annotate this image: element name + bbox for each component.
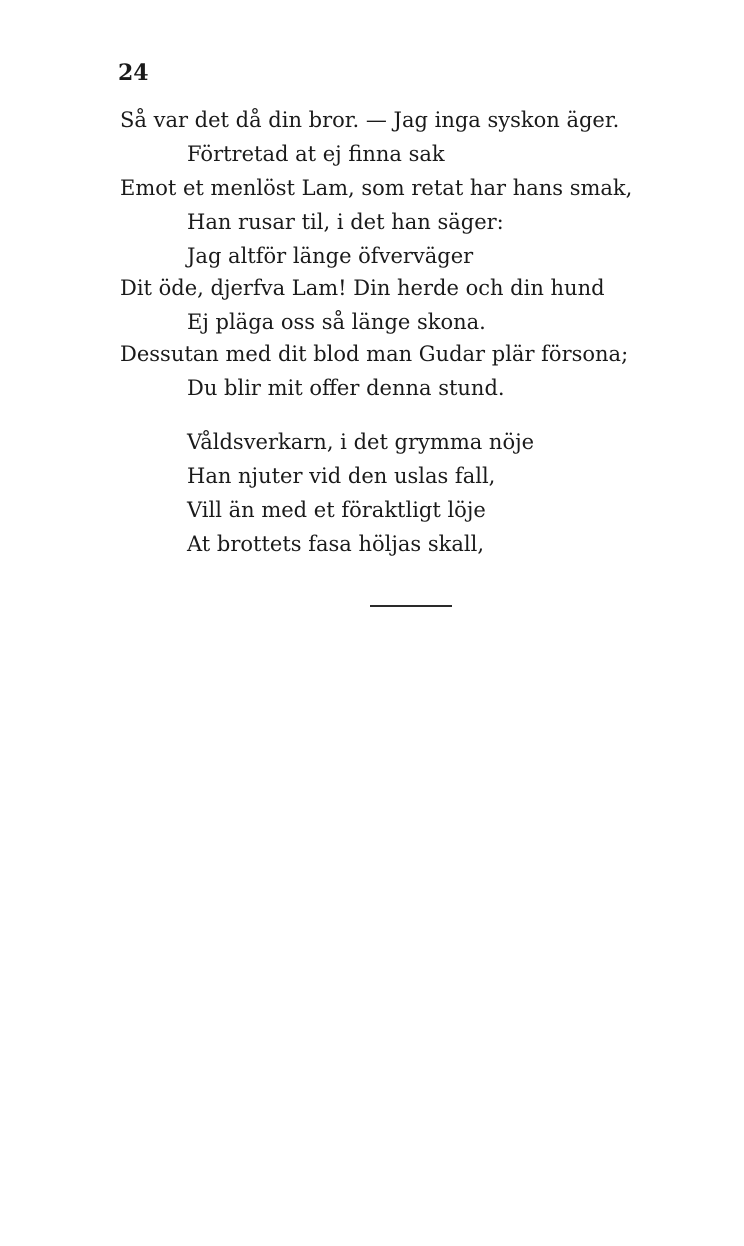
poem-line: Han njuter vid den uslas fall, (187, 464, 496, 488)
poem-line: Våldsverkarn, i det grymma nöje (187, 430, 535, 454)
poem-line: Ej pläga oss så länge skona. (187, 310, 486, 334)
poem-line: Dit öde, djerfva Lam! Din herde och din hund (120, 276, 605, 300)
poem-line: Emot et menlöst Lam, som retat har hans smak, (120, 176, 633, 200)
poem-line: Vill än med et föraktligt löje (187, 498, 486, 522)
poem-line: Dessutan med dit blod man Gudar plär försona; (120, 342, 629, 366)
poem-line: At brottets fasa höljas skall, (187, 532, 484, 556)
poem-line: Han rusar til, i det han säger: (187, 210, 504, 234)
poem-line: Du blir mit offer denna stund. (187, 376, 505, 400)
poem-line: Jag altför länge öfverväger (187, 244, 474, 268)
poem-line: Så var det då din bror. — Jag inga syskon äger. (120, 108, 620, 132)
poem-line: Förtretad at ej finna sak (187, 142, 445, 166)
section-divider (370, 605, 452, 607)
page-number: 24 (118, 60, 149, 86)
